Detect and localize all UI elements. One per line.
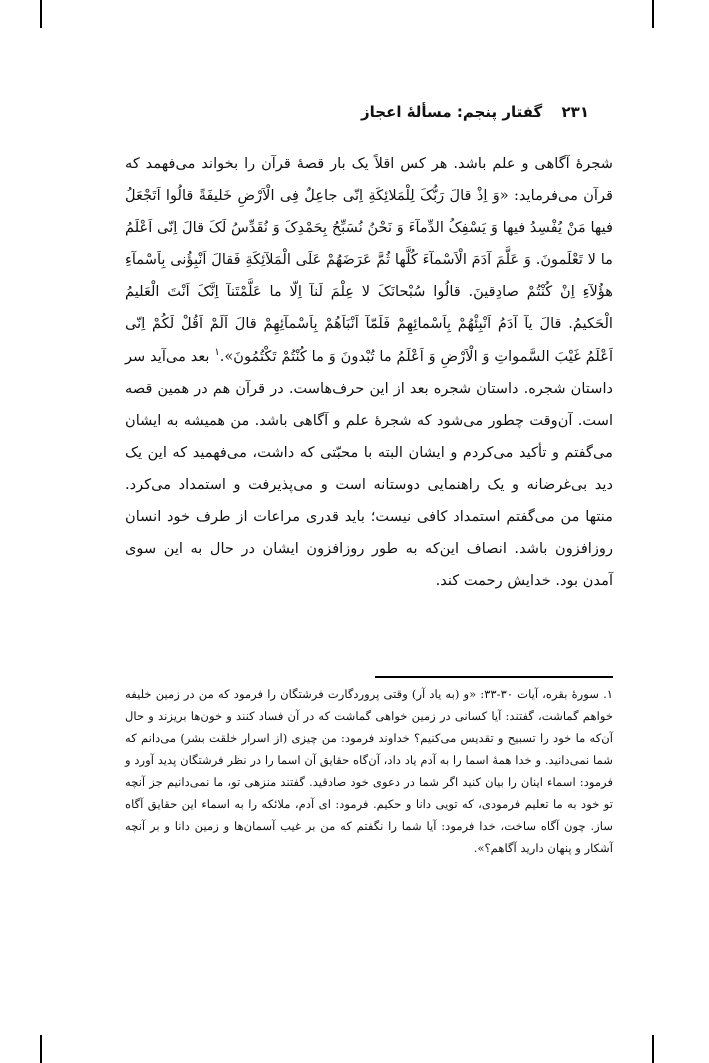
crop-mark-top-right — [652, 0, 654, 28]
crop-mark-bottom-right — [652, 1035, 654, 1063]
crop-mark-top-left — [40, 0, 42, 28]
paragraph-intro: شجرهٔ آگاهی و علم باشد. هر کس اقلاً یک بار قصهٔ قرآن را بخواند می‌فهمد که قرآن می‌فرماید: — [125, 155, 613, 205]
body-paragraph — [125, 148, 613, 597]
footnote-item: ۱. سورهٔ بقره، آیات ۳۰-۳۳: «و (به یاد آر) وقتی پروردگارت فرشتگان را فرمود که من در زمین خلیفه خواهم گماشت، گفتند: آیا کسانی در زمین خواهی گماشت که در آن فساد کنند و خون‌ها بریزند و حال آن‌که ما خود را تسبیح و تقدیس می‌کنیم؟ خداوند فرمود: من چیزی (از اسرار خلقت بشر) می‌دانم که شما نمی‌دانید. و خدا همهٔ اسما را به آدم یاد داد، آن‌گاه حقایق آن اسما را در نظر فرشتگان پدید آورد و فرمود: اسماء اینان را بیان کنید اگر شما در دعوی خود صادقید. گفتند منزهی تو، ما نمی‌دانیم جز آنچه تو خود به ما تعلیم فرمودی، که تویی دانا و حکیم. فرمود: ای آدم، ملائکه را به اسماء این حقایق آگاه ساز. چون آگاه ساخت، خدا فرمود: آیا شما را نگفتم که من بر غیب آسمان‌ها و زمین دانا و بر آنچه آشکار و پنهان دارید آگاهم؟». — [125, 687, 613, 855]
crop-mark-bottom-left — [40, 1035, 42, 1063]
footnote-reference[interactable]: ۱ — [214, 346, 220, 358]
running-header — [361, 103, 589, 121]
chapter-title: گفتار پنجم: مسألهٔ اعجاز — [361, 103, 543, 121]
footnotes — [125, 683, 613, 859]
paragraph-rest: بعد می‌آید سر داستان شجره. داستان شجره بعد از این حرف‌هاست. در قرآن هم در همین قصه است. آن‌وقت چطور می‌شود که شجرهٔ علم و آگاهی باشد. من همیشه به ایشان می‌گفتم و تأکید می‌کردم و ایشان البته با محبّتی که داشت، می‌فهمید که این یک دید بی‌غرضانه و یک راهنمایی دوستانه است و می‌پذیرفت و استمداد می‌کرد. منتها من می‌گفتم استمداد کافی نیست؛ باید قدری مراعات از طرف خود انسان روزافزون باشد. انصاف این‌که به طور روزافزون ایشان در حال به این سوی آمدن بود. خدایش رحمت کند. — [125, 347, 613, 590]
quran-verse: «وَ اِذْ قالَ رَبُّکَ لِلْمَلائِکَةِ اِنّی جاعِلٌ فِی الْاَرْضِ خَلیفَةً قالُوا اَتَجْعَلُ فیها مَنْ یُفْسِدُ فیها وَ یَسْفِکُ الدِّمآءَ وَ نَحْنُ نُسَبِّحُ بِحَمْدِکَ وَ نُقَدِّسُ لَکَ قالَ اِنّی اَعْلَمُ ما لا تَعْلَمونَ. وَ عَلَّمَ آدَمَ الْاَسْمآءَ کُلَّها ثُمَّ عَرَضَهُمْ عَلَی الْمَلآئِکَةِ فَقالَ اَنْبِؤُنی بِاَسْمآءِ هؤُلآءِ اِنْ کُنْتُمْ صادِقینَ. قالُوا سُبْحانَکَ لا عِلْمَ لَنآ اِلّا ما عَلَّمْتَنآ اِنَّکَ اَنْتَ الْعَلیمُ الْحَکیمُ. قالَ یآ آدَمُ اَنْبِئْهُمْ بِاَسْمائِهِمْ فَلَمّآ اَنْبَاَهُمْ بِاَسْمآئِهِمْ قالَ اَلَمْ اَقُلْ لَکُمْ اِنّی اَعْلَمُ غَیْبَ السَّمواتِ وَ الْاَرْضِ وَ اَعْلَمُ ما تُبْدونَ وَ ما کُنْتُمْ تَکْتُمُونَ». — [125, 187, 614, 365]
page-number: ۲۳۱ — [561, 103, 589, 121]
main-text — [125, 148, 613, 597]
footnote-separator — [375, 676, 613, 678]
